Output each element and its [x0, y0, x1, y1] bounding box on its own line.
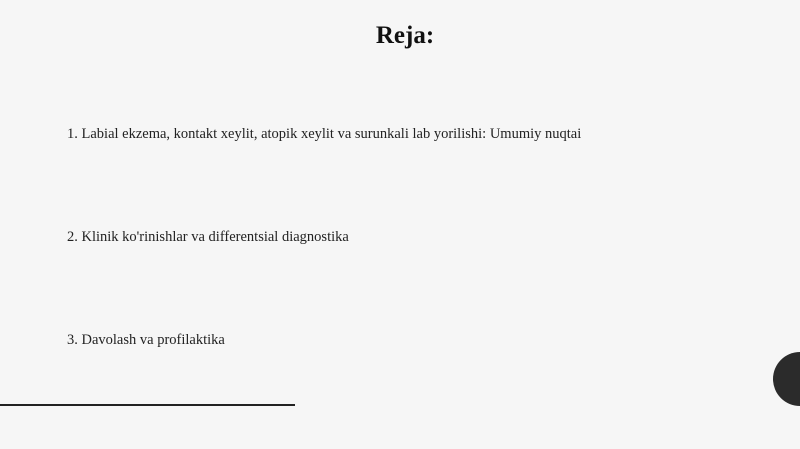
- corner-circle-button[interactable]: [773, 352, 800, 406]
- plan-item-3: 3. Davolash va profilaktika: [67, 332, 225, 348]
- decorative-divider-line: [0, 404, 295, 406]
- slide-title: Reja:: [375, 22, 435, 49]
- plan-item-1: 1. Labial ekzema, kontakt xeylit, atopik xeylit va surunkali lab yorilishi: Umumiy nuqtai: [67, 126, 582, 142]
- plan-item-2: 2. Klinik ko'rinishlar va differentsial diagnostika: [67, 229, 349, 245]
